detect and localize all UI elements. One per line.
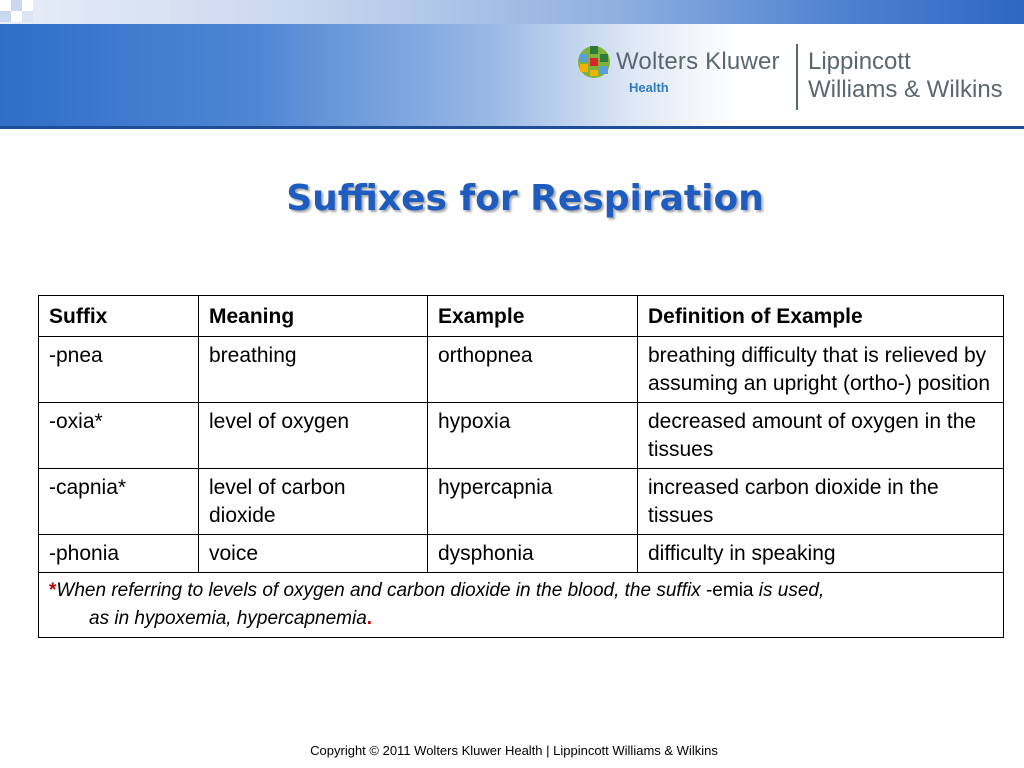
table-row: [39, 337, 1004, 403]
table-footnote: [39, 573, 1004, 638]
decor-square: [0, 11, 11, 22]
cell-example: hypoxia: [428, 403, 638, 469]
logo-imprint: [808, 48, 1003, 104]
footnote-end: .: [366, 608, 373, 629]
publisher-logo: [576, 40, 1016, 116]
cell-definition: decreased amount of oxygen in the tissues: [638, 403, 1004, 469]
copyright-footer: Copyright © 2011 Wolters Kluwer Health | Lippincott Williams & Wilkins: [310, 743, 718, 758]
cell-suffix: -phonia: [39, 535, 199, 573]
decor-square: [22, 11, 33, 22]
logo-imprint-line2: Williams & Wilkins: [808, 76, 1003, 103]
header-rule: [0, 126, 1024, 129]
footnote-text-b: is used,: [753, 580, 825, 601]
table-row: [39, 469, 1004, 535]
decor-square: [22, 0, 33, 11]
column-header-meaning: Meaning: [199, 296, 428, 337]
logo-divider: [796, 44, 798, 110]
cell-meaning: level of carbon dioxide: [199, 469, 428, 535]
column-header-suffix: Suffix: [39, 296, 199, 337]
decor-square: [11, 0, 22, 11]
wolters-kluwer-globe-icon: [576, 40, 612, 80]
cell-meaning: level of oxygen: [199, 403, 428, 469]
footnote-suffix: -emia: [705, 580, 754, 601]
footnote-text-a: When referring to levels of oxygen and carbon dioxide in the blood, the suffix: [56, 580, 706, 601]
logo-division: Health: [629, 80, 669, 95]
cell-suffix: -pnea: [39, 337, 199, 403]
table-row: [39, 535, 1004, 573]
table-row: [39, 403, 1004, 469]
cell-meaning: voice: [199, 535, 428, 573]
cell-suffix: -capnia*: [39, 469, 199, 535]
cell-suffix: -oxia*: [39, 403, 199, 469]
slide-title: Suffixes for Respiration: [286, 178, 764, 219]
footnote-marker: *: [49, 580, 57, 601]
cell-example: orthopnea: [428, 337, 638, 403]
cell-definition: difficulty in speaking: [638, 535, 1004, 573]
logo-imprint-line1: Lippincott: [808, 48, 911, 75]
footnote-line2: [49, 605, 993, 633]
cell-meaning: breathing: [199, 337, 428, 403]
footnote-text-c: as in hypoxemia, hypercapnemia: [89, 608, 367, 629]
cell-example: dysphonia: [428, 535, 638, 573]
column-header-example: Example: [428, 296, 638, 337]
cell-definition: breathing difficulty that is relieved by assuming an upright (ortho-) position: [638, 337, 1004, 403]
table-header-row: [39, 296, 1004, 337]
column-header-definition: Definition of Example: [638, 296, 1004, 337]
cell-definition: increased carbon dioxide in the tissues: [638, 469, 1004, 535]
decor-square: [11, 11, 22, 22]
table-footnote-row: [39, 573, 1004, 638]
cell-example: hypercapnia: [428, 469, 638, 535]
header-top-bar: [0, 0, 1024, 24]
decor-square: [0, 0, 11, 11]
suffix-table: [38, 295, 1004, 638]
logo-brand: Wolters Kluwer: [616, 48, 780, 75]
